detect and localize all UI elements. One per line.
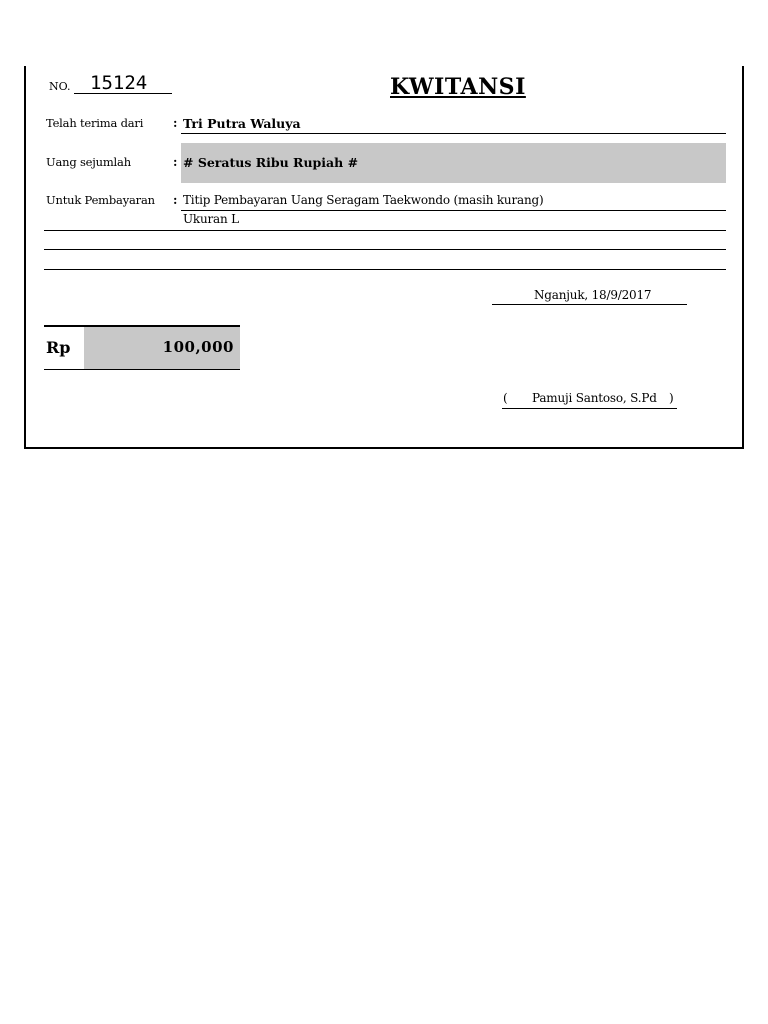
amount-words: # Seratus Ribu Rupiah # (183, 155, 359, 170)
received-from-colon: : (173, 116, 178, 130)
signature-close-paren: ) (669, 391, 674, 405)
total-box-bottom-rule (44, 369, 240, 370)
ruled-line-2 (44, 249, 726, 250)
amount-colon: : (173, 155, 178, 169)
receipt-form (24, 66, 744, 449)
ruled-line-3 (44, 269, 726, 270)
purpose-line-1-rule (181, 210, 726, 211)
purpose-line-1: Titip Pembayaran Uang Seragam Taekwondo (masih kurang) (183, 193, 544, 207)
currency-label: Rp (46, 338, 71, 357)
total-box-top-rule (44, 325, 240, 327)
place-date-line (492, 304, 687, 305)
purpose-colon: : (173, 193, 178, 207)
received-from-label: Telah terima dari (46, 116, 144, 130)
amount-label: Uang sejumlah (46, 155, 131, 169)
received-from-value: Tri Putra Waluya (183, 116, 301, 131)
place-date: Nganjuk, 18/9/2017 (534, 288, 652, 302)
received-from-line (181, 133, 726, 134)
receipt-title: KWITANSI (390, 74, 526, 100)
receipt-number-underline (74, 93, 172, 94)
purpose-line-2: Ukuran L (183, 212, 239, 226)
total-amount: 100,000 (162, 338, 234, 356)
signature-line (502, 408, 677, 409)
receipt-number: 15124 (90, 72, 148, 94)
signatory-name: Pamuji Santoso, S.Pd (532, 391, 657, 405)
signature-open-paren: ( (503, 391, 508, 405)
purpose-label: Untuk Pembayaran (46, 193, 155, 207)
ruled-line-1 (44, 230, 726, 231)
receipt-number-label: NO. (49, 80, 71, 93)
